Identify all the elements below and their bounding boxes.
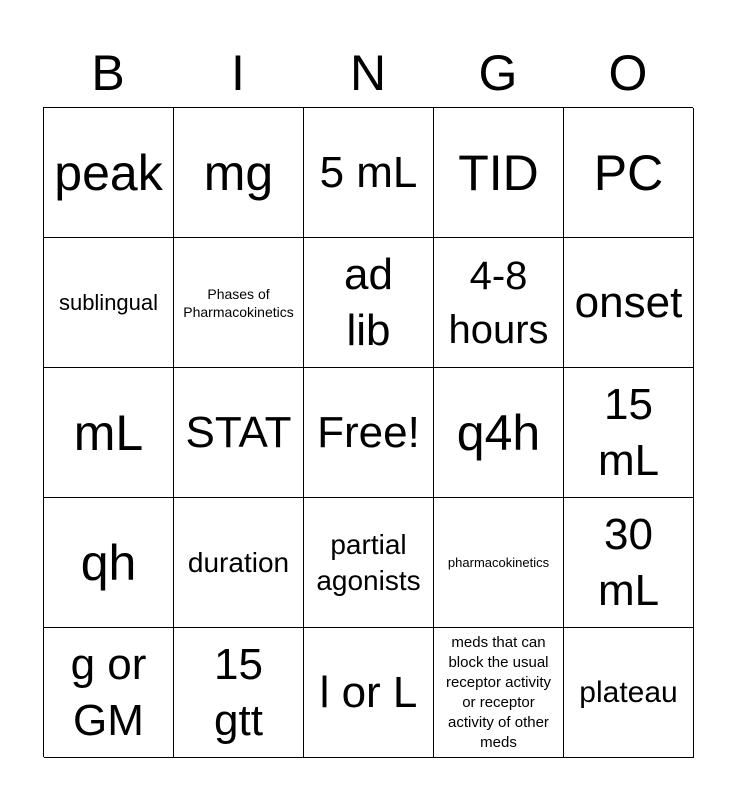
cell-text: sublingual: [58, 289, 159, 315]
bingo-cell-r4-c3[interactable]: [304, 498, 434, 628]
header-letter-o: O: [608, 45, 648, 101]
bingo-cell-r5-c5[interactable]: [564, 628, 694, 758]
bingo-cell-r2-c2[interactable]: [174, 238, 304, 368]
bingo-cell-r2-c4[interactable]: [434, 238, 564, 368]
cell-text: 15 gtt: [214, 639, 263, 745]
bingo-cell-r1-c1[interactable]: [44, 108, 174, 238]
bingo-cell-r2-c1[interactable]: [44, 238, 174, 368]
bingo-header: [43, 40, 693, 106]
bingo-cell-r3-c1[interactable]: [44, 368, 174, 498]
bingo-cell-r4-c2[interactable]: [174, 498, 304, 628]
bingo-cell-r5-c4[interactable]: [434, 628, 564, 758]
cell-text: pharmacokinetics: [447, 554, 550, 570]
bingo-cell-r3-c4[interactable]: [434, 368, 564, 498]
bingo-cell-r4-c4[interactable]: [434, 498, 564, 628]
cell-text: meds that can block the usual receptor activity or receptor activity of other meds: [445, 633, 552, 751]
cell-text: q4h: [456, 404, 541, 461]
bingo-cell-r1-c3[interactable]: [304, 108, 434, 238]
cell-text: 5 mL: [319, 147, 418, 197]
bingo-cell-r4-c5[interactable]: [564, 498, 694, 628]
header-letter-g: G: [478, 45, 518, 101]
cell-text: mg: [203, 144, 274, 201]
cell-text: qh: [80, 534, 137, 591]
cell-text: STAT: [185, 407, 292, 457]
cell-text: l or L: [319, 667, 418, 717]
bingo-cell-r4-c1[interactable]: [44, 498, 174, 628]
cell-text: peak: [54, 144, 163, 201]
cell-text: plateau: [579, 675, 678, 709]
cell-text: 4-8 hours: [448, 253, 549, 352]
cell-text: Free!: [317, 407, 420, 457]
cell-text: ad lib: [344, 249, 393, 355]
cell-text: 15 mL: [597, 379, 660, 485]
bingo-cell-r5-c2[interactable]: [174, 628, 304, 758]
bingo-cell-r3-c2[interactable]: [174, 368, 304, 498]
header-letter-b: B: [91, 45, 125, 101]
bingo-cell-r5-c1[interactable]: [44, 628, 174, 758]
bingo-cell-r1-c5[interactable]: [564, 108, 694, 238]
header-letter-n: N: [349, 45, 387, 101]
cell-text: 30 mL: [597, 509, 660, 615]
cell-text: g or GM: [70, 639, 147, 745]
bingo-cell-r1-c2[interactable]: [174, 108, 304, 238]
bingo-cell-r2-c3[interactable]: [304, 238, 434, 368]
cell-text: onset: [574, 277, 683, 327]
cell-text: PC: [593, 144, 664, 201]
cell-text: Phases of Pharmacokinetics: [183, 285, 294, 320]
cell-text: TID: [458, 144, 539, 201]
bingo-cell-r3-c5[interactable]: [564, 368, 694, 498]
bingo-cell-r2-c5[interactable]: [564, 238, 694, 368]
cell-text: partial agonists: [316, 528, 421, 596]
bingo-board: [43, 107, 693, 757]
cell-text: mL: [73, 404, 144, 461]
bingo-cell-r3-c3[interactable]: [304, 368, 434, 498]
bingo-cell-r1-c4[interactable]: [434, 108, 564, 238]
cell-text: duration: [187, 546, 290, 578]
header-letter-i: I: [231, 45, 245, 101]
bingo-cell-r5-c3[interactable]: [304, 628, 434, 758]
